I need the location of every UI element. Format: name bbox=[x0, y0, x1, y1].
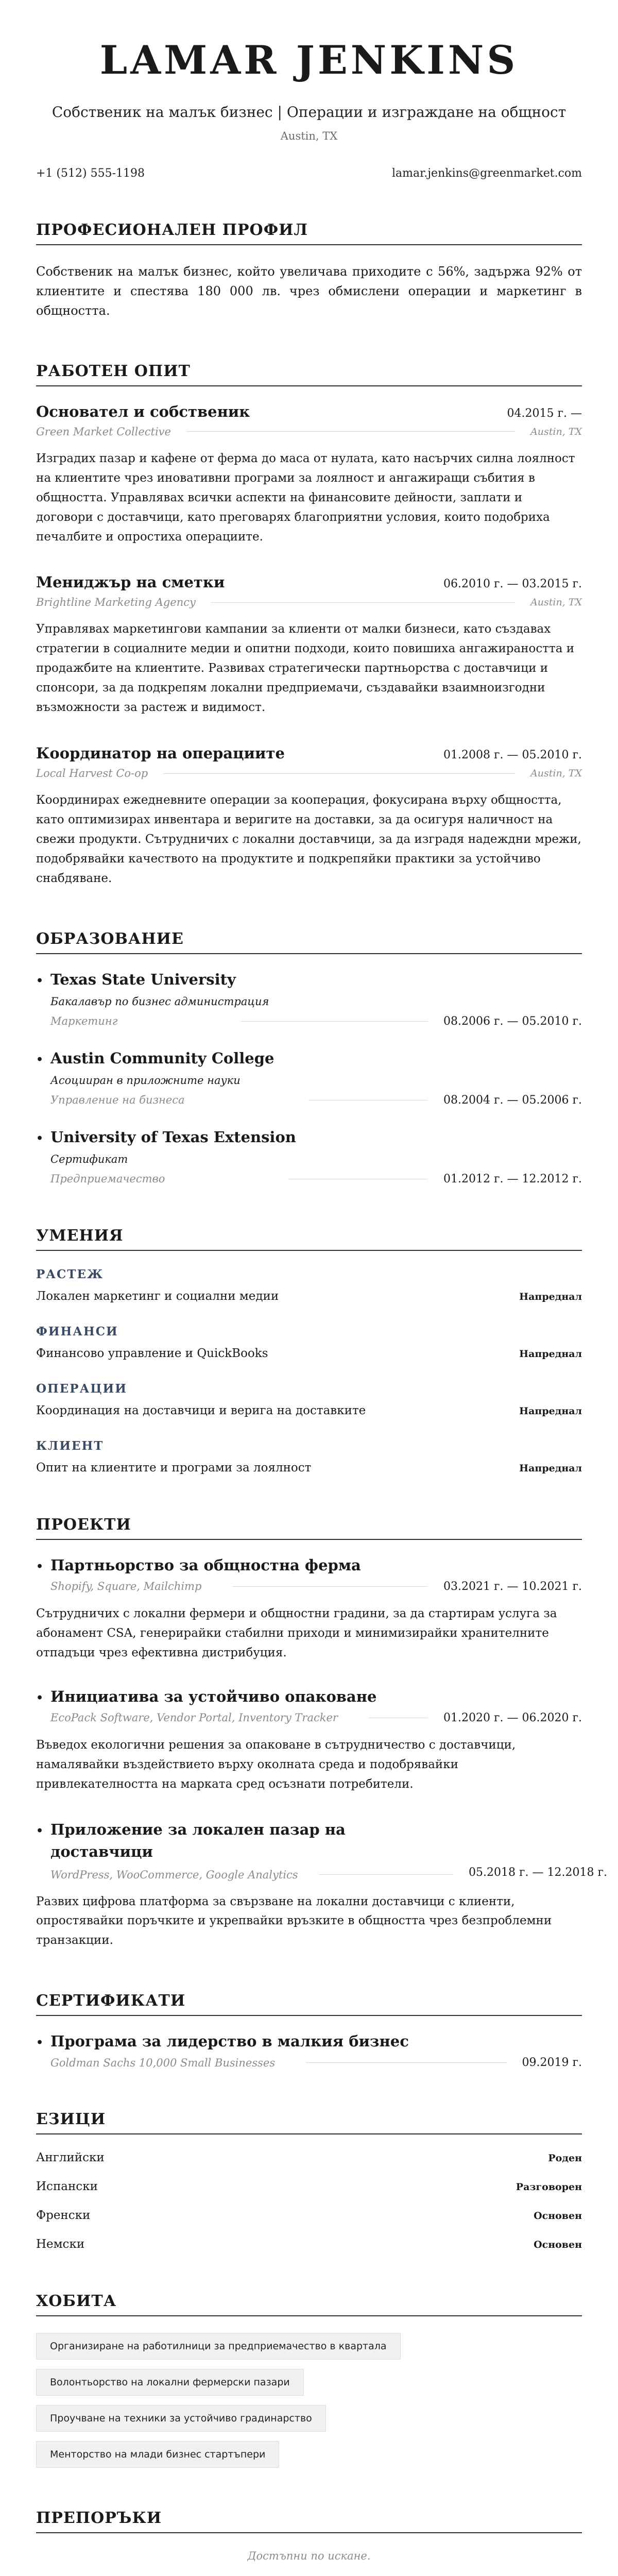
experience-entry bbox=[36, 403, 582, 547]
experience-entry bbox=[36, 573, 582, 718]
section-title: СЕРТИФИКАТИ bbox=[36, 1992, 582, 2016]
job-description: Изградих пазар и кафене от ферма до маса от нулата, като насърчих силна лоялност на клиентите чрез иновативни програми за лоялност и ангажиращи събития в общността. Управлявах всички аспекти на финансовите дейности, заплати и договори с доставчици, като преговарях благоприятни условия, които подобриха печалбите и опростиха операциите. bbox=[36, 451, 575, 544]
references-text: Достъпни по искане. bbox=[247, 2550, 371, 2563]
education-section bbox=[36, 930, 582, 1185]
skill-category-title: КЛИЕНТ bbox=[36, 1438, 104, 1453]
profile-text: Собственик на малък бизнес, който увеличава приходите с 56%, задържа 92% от клиентите и спестява 180 000 лв. чрез обмислени операции и маркетинг в общността. bbox=[36, 264, 582, 318]
profile-section bbox=[36, 221, 582, 321]
phone-number: +1 (512) 555-1198 bbox=[36, 166, 145, 180]
section-title: ПРОФЕСИОНАЛЕН ПРОФИЛ bbox=[36, 221, 582, 245]
section-title: УМЕНИЯ bbox=[36, 1227, 582, 1251]
skill-category bbox=[36, 1439, 582, 1475]
language-level: Роден bbox=[548, 2153, 582, 2164]
project-name: Инициатива за устойчиво опаковане bbox=[50, 1687, 377, 1705]
language-row bbox=[36, 2180, 582, 2193]
project-name: Партньорство за общностна ферма bbox=[50, 1556, 361, 1574]
skill-category bbox=[36, 1325, 582, 1360]
leader-line bbox=[211, 602, 515, 603]
references-section bbox=[36, 2509, 582, 2562]
hobby-tag: Организиране на работилници за предприемачество в квартала bbox=[36, 2333, 401, 2360]
language-name: Френски bbox=[36, 2209, 91, 2223]
hobby-tag: Менторство на млади бизнес стартъпери bbox=[36, 2441, 279, 2468]
email-address: lamar.jenkins@greenmarket.com bbox=[392, 166, 582, 180]
leader-line bbox=[186, 431, 515, 432]
skill-category bbox=[36, 1382, 582, 1417]
education-dates: 08.2006 г. — 05.2010 г. bbox=[443, 1014, 582, 1028]
bullet-icon: • bbox=[36, 1691, 44, 1705]
project-tech: EcoPack Software, Vendor Portal, Inventory Tracker bbox=[50, 1711, 338, 1724]
section-title: ХОБИТА bbox=[36, 2292, 582, 2316]
resume-header bbox=[36, 39, 582, 180]
language-level: Разговорен bbox=[516, 2181, 582, 2193]
leader-line bbox=[163, 773, 515, 774]
education-entry bbox=[36, 1049, 582, 1107]
field-of-study: Предприемачество bbox=[50, 1173, 165, 1185]
language-name: Немски bbox=[36, 2238, 85, 2251]
language-level: Основен bbox=[534, 2210, 582, 2222]
skill-level: Напреднал bbox=[519, 1462, 582, 1474]
project-tech: WordPress, WooCommerce, Google Analytics bbox=[50, 1868, 298, 1881]
contact-row bbox=[36, 167, 582, 180]
degree: Асоцииран в приложните науки bbox=[50, 1074, 241, 1087]
experience-section bbox=[36, 362, 582, 889]
job-title: Мениджър на сметки bbox=[36, 573, 225, 591]
hobby-tag: Проучване на техники за устойчиво градинарство bbox=[36, 2405, 326, 2432]
company-name: Local Harvest Co-op bbox=[36, 767, 148, 780]
hobby-list bbox=[36, 2333, 582, 2468]
skill-level: Напреднал bbox=[519, 1405, 582, 1417]
language-level: Основен bbox=[534, 2239, 582, 2251]
skill-category-title: ФИНАНСИ bbox=[36, 1324, 118, 1338]
language-row bbox=[36, 2151, 582, 2164]
bullet-icon: • bbox=[36, 974, 44, 988]
job-description: Управлявах маркетингови кампании за клиенти от малки бизнеси, като създавах стратегии в социалните медии и опитни подходи, които повишиха ангажираността и продажбите на клиентите. Развивах стратегически партньорства с доставчици и спонсори, за да подкрепям локални предприемачи, създавайки взаимноизгодни възможности за растеж и видимост. bbox=[36, 622, 575, 715]
skill-category-title: ОПЕРАЦИИ bbox=[36, 1381, 127, 1396]
project-entry bbox=[36, 1688, 582, 1794]
project-description: Развих цифрова платформа за свързване на локални доставчици с клиенти, опростявайки поръчките и укрепвайки връзките в общността чрез безпроблемни транзакции. bbox=[36, 1894, 552, 1947]
skill-level: Напреднал bbox=[519, 1348, 582, 1360]
candidate-tagline: Собственик на малък бизнес | Операции и изграждане на общност bbox=[52, 103, 566, 121]
hobbies-section bbox=[36, 2292, 582, 2468]
bullet-icon: • bbox=[36, 1131, 44, 1145]
skills-section bbox=[36, 1227, 582, 1475]
leader-line bbox=[241, 1021, 428, 1022]
hobby-tag: Волонтьорство на локални фермерски пазари bbox=[36, 2369, 304, 2396]
languages-section bbox=[36, 2110, 582, 2251]
language-row bbox=[36, 2238, 582, 2251]
skill-name: Координация на доставчици и верига на доставките bbox=[36, 1403, 366, 1417]
certification-issuer: Goldman Sachs 10,000 Small Businesses bbox=[50, 2056, 276, 2069]
project-entry bbox=[36, 1819, 607, 1951]
language-name: Английски bbox=[36, 2151, 105, 2165]
field-of-study: Маркетинг bbox=[50, 1015, 118, 1028]
projects-section bbox=[36, 1515, 607, 1951]
company-name: Brightline Marketing Agency bbox=[36, 596, 196, 609]
section-title: ОБРАЗОВАНИЕ bbox=[36, 930, 582, 954]
certification-name: Програма за лидерство в малкия бизнес bbox=[50, 2032, 409, 2050]
project-description: Въведох екологични решения за опаковане в сътрудничество с доставчици, намалявайки въздействието върху околната среда и подобрявайки привлекателността на марката сред осъзнати потребители. bbox=[36, 1738, 516, 1791]
language-row bbox=[36, 2209, 582, 2222]
project-entry bbox=[36, 1556, 582, 1663]
skill-name: Финансово управление и QuickBooks bbox=[36, 1346, 268, 1360]
job-dates: 06.2010 г. — 03.2015 г. bbox=[443, 578, 582, 591]
candidate-location: Austin, TX bbox=[280, 129, 338, 142]
company-name: Green Market Collective bbox=[36, 425, 171, 438]
certification-date: 09.2019 г. bbox=[522, 2056, 582, 2070]
project-tech: Shopify, Square, Mailchimp bbox=[50, 1580, 202, 1593]
education-dates: 08.2004 г. — 05.2006 г. bbox=[443, 1093, 582, 1107]
project-dates: 05.2018 г. — 12.2018 г. bbox=[469, 1866, 607, 1879]
skill-name: Локален маркетинг и социални медии bbox=[36, 1289, 279, 1303]
section-title: ЕЗИЦИ bbox=[36, 2110, 582, 2134]
section-title: ПРОЕКТИ bbox=[36, 1516, 582, 1540]
skill-name: Опит на клиентите и програми за лоялност bbox=[36, 1461, 312, 1475]
bullet-icon: • bbox=[36, 1824, 44, 1838]
school-name: Austin Community College bbox=[50, 1049, 274, 1067]
project-dates: 03.2021 г. — 10.2021 г. bbox=[443, 1580, 582, 1593]
bullet-icon: • bbox=[36, 1053, 44, 1066]
education-entry bbox=[36, 1128, 582, 1185]
certifications-section bbox=[36, 1992, 582, 2069]
skill-category bbox=[36, 1267, 582, 1303]
candidate-name: LAMAR JENKINS bbox=[99, 37, 519, 83]
job-dates: 04.2015 г. — bbox=[507, 406, 582, 420]
school-name: Texas State University bbox=[50, 970, 236, 988]
project-dates: 01.2020 г. — 06.2020 г. bbox=[443, 1711, 582, 1724]
job-location: Austin, TX bbox=[530, 426, 582, 437]
job-dates: 01.2008 г. — 05.2010 г. bbox=[443, 749, 582, 762]
degree: Сертификат bbox=[50, 1153, 128, 1165]
section-title: РАБОТЕН ОПИТ bbox=[36, 362, 582, 386]
project-name: Приложение за локален пазар на доставчици bbox=[50, 1821, 346, 1860]
certification-entry bbox=[36, 2032, 582, 2069]
leader-line bbox=[232, 1586, 428, 1587]
skill-category-title: РАСТЕЖ bbox=[36, 1267, 104, 1281]
job-location: Austin, TX bbox=[530, 768, 582, 779]
job-title: Координатор на операциите bbox=[36, 744, 285, 762]
leader-line bbox=[306, 2062, 506, 2063]
bullet-icon: • bbox=[36, 1560, 44, 1573]
education-dates: 01.2012 г. — 12.2012 г. bbox=[443, 1172, 582, 1185]
degree: Бакалавър по бизнес администрация bbox=[50, 995, 269, 1008]
school-name: University of Texas Extension bbox=[50, 1128, 296, 1146]
leader-line bbox=[319, 1874, 453, 1875]
language-name: Испански bbox=[36, 2180, 98, 2194]
skill-level: Напреднал bbox=[519, 1291, 582, 1302]
job-location: Austin, TX bbox=[530, 597, 582, 608]
bullet-icon: • bbox=[36, 2036, 44, 2050]
project-description: Сътрудничих с локални фермери и общностни градини, за да стартирам услуга за абонамент CSA, генерирайки стабилни приходи и минимизирайки хранителните отпадъци чрез ефективна дистрибуция. bbox=[36, 1606, 557, 1659]
education-entry bbox=[36, 971, 582, 1028]
job-description: Координирах ежедневните операции за кооперация, фокусирана върху общността, като оптимизирах инвентара и веригите на доставки, за да осигуря наличност на свежи продукти. Сътрудничих с локални доставчици, за да изградя надеждни мрежи, подобрявайки качеството на продуктите и подкрепяйки практики за устойчиво снабдяване. bbox=[36, 793, 581, 885]
field-of-study: Управление на бизнеса bbox=[50, 1094, 185, 1107]
experience-entry bbox=[36, 744, 582, 889]
section-title: ПРЕПОРЪКИ bbox=[36, 2509, 582, 2533]
job-title: Основател и собственик bbox=[36, 402, 250, 420]
